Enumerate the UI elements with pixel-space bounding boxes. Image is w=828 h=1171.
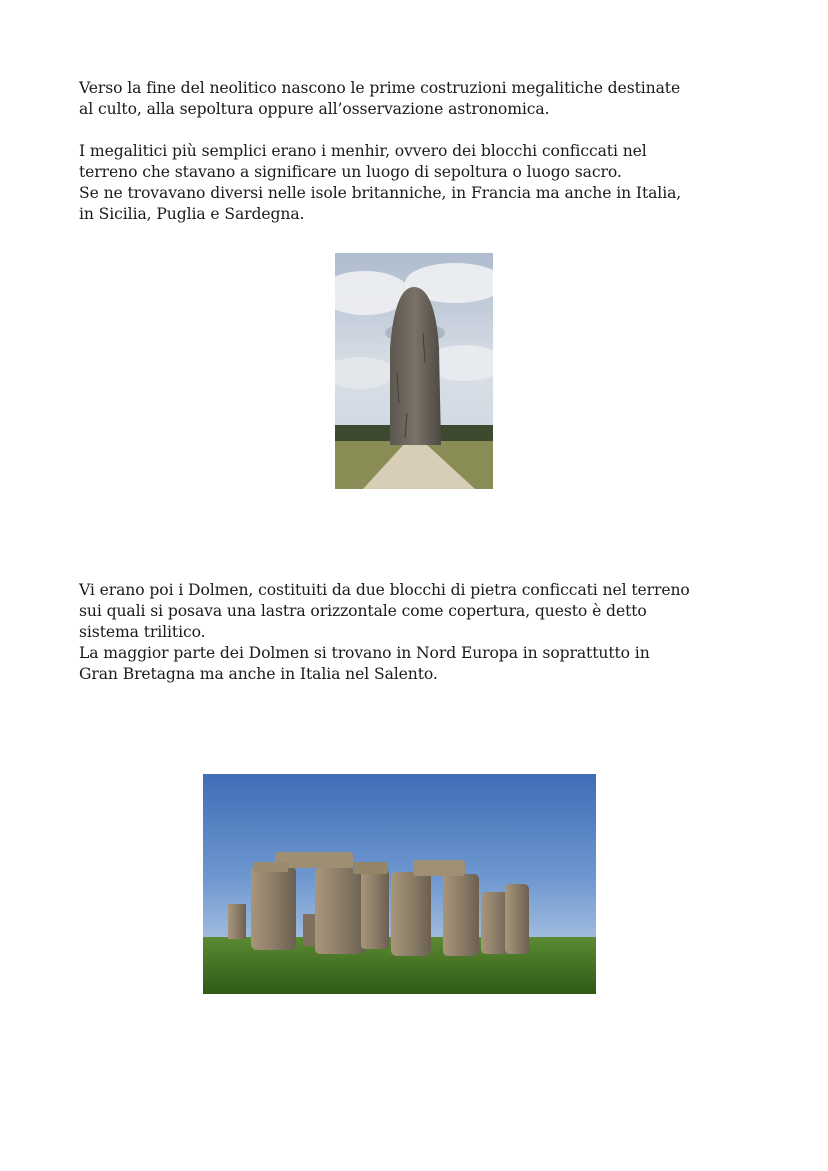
menhir-line: Se ne trovavano diversi nelle isole britanniche, in Francia ma anche in Italia,: [79, 184, 682, 202]
intro-line: Verso la fine del neolitico nascono le prime costruzioni megalitiche destinate: [79, 79, 681, 97]
dolmen-line: Vi erano poi i Dolmen, costituiti da due blocchi di pietra conficcati nel terreno: [79, 581, 690, 599]
stonehenge-photo: [203, 774, 596, 994]
menhir-line: in Sicilia, Puglia e Sardegna.: [79, 205, 305, 223]
menhir-photo: [335, 253, 493, 489]
menhir-line: I megalitici più semplici erano i menhir, ovvero dei blocchi conficcati nel: [79, 142, 647, 160]
intro-line: al culto, alla sepoltura oppure all’osservazione astronomica.: [79, 100, 550, 118]
dolmen-line: sistema trilitico.: [79, 623, 206, 641]
dolmen-text: [79, 580, 769, 685]
dolmen-line: La maggior parte dei Dolmen si trovano in Nord Europa in soprattutto in: [79, 644, 650, 662]
dolmen-line: Gran Bretagna ma anche in Italia nel Salento.: [79, 665, 438, 683]
menhir-line: terreno che stavano a significare un luogo di sepoltura o luogo sacro.: [79, 163, 622, 181]
intro-text: [79, 78, 769, 225]
dolmen-line: sui quali si posava una lastra orizzontale come copertura, questo è detto: [79, 602, 647, 620]
